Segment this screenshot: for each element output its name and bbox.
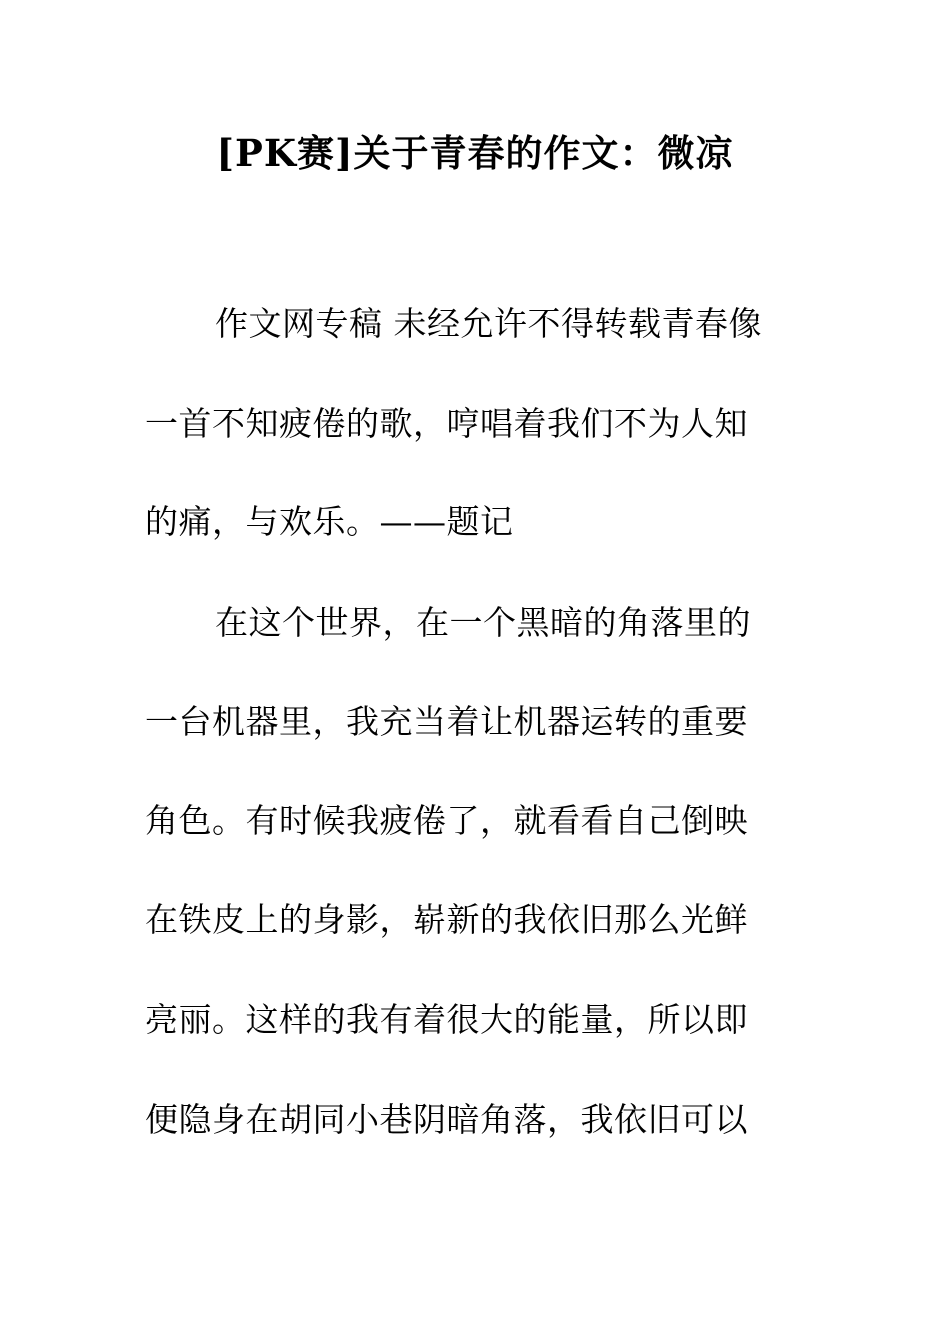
paragraph-line: 便隐身在胡同小巷阴暗角落，我依旧可以	[145, 1100, 748, 1139]
paragraph-line: 在铁皮上的身影，崭新的我依旧那么光鲜	[145, 900, 748, 939]
paragraph-line: 作文网专稿 未经允许不得转载青春像	[215, 304, 762, 343]
document-title: [PK赛]关于青春的作文：微凉	[216, 131, 734, 175]
paragraph-line: 在这个世界，在一个黑暗的角落里的	[215, 603, 751, 642]
paragraph-line: 一台机器里，我充当着让机器运转的重要	[145, 702, 748, 741]
paragraph-line: 亮丽。这样的我有着很大的能量，所以即	[145, 1000, 748, 1039]
paragraph-line: 一首不知疲倦的歌，哼唱着我们不为人知	[145, 404, 748, 443]
paragraph-line: 角色。有时候我疲倦了，就看看自己倒映	[145, 801, 748, 840]
paragraph-line: 的痛，与欢乐。——题记	[145, 502, 514, 541]
